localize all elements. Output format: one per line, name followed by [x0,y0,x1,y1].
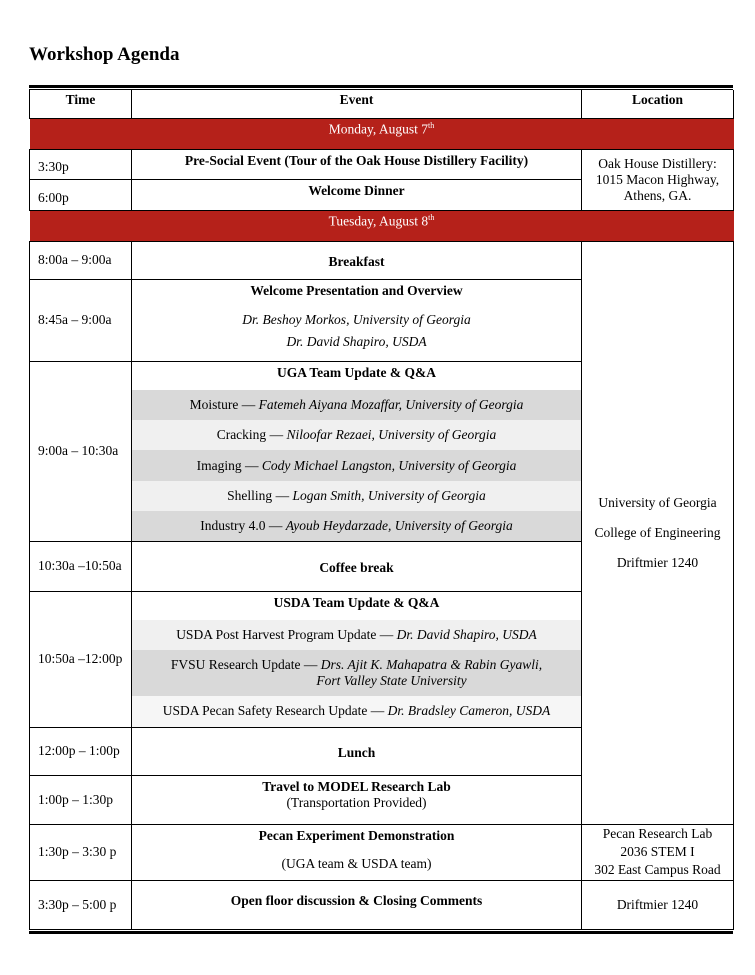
day-label: Tuesday, August 8th [30,210,734,241]
top-rule [29,85,733,88]
location-cell: University of Georgia College of Engineering Driftmier 1240 [582,241,734,824]
time-cell: 8:00a – 9:00a [30,241,132,279]
time-cell: 8:45a – 9:00a [30,279,132,361]
agenda-table [29,90,734,930]
session-item: USDA Pecan Safety Research Update — Dr. Bradsley Cameron, USDA [132,696,582,727]
day-label: Monday, August 7th [30,118,734,149]
event-cell: Travel to MODEL Research Lab (Transportation Provided) [132,775,582,824]
day-band-tuesday [30,210,734,241]
time-cell: 3:30p [30,149,132,179]
session-item: Industry 4.0 — Ayoub Heydarzade, University of Georgia [132,511,582,541]
table-row [30,880,734,930]
event-cell: Pre-Social Event (Tour of the Oak House Distillery Facility) [132,149,582,179]
location-cell: Oak House Distillery: 1015 Macon Highway, Athens, GA. [582,149,734,210]
session-item: USDA Post Harvest Program Update — Dr. David Shapiro, USDA [132,620,582,650]
event-cell: USDA Team Update & Q&A [132,591,582,620]
table-row [30,824,734,880]
time-cell: 3:30p – 5:00 p [30,880,132,930]
table-row [30,149,734,179]
time-cell: 6:00p [30,179,132,210]
time-cell: 1:00p – 1:30p [30,775,132,824]
header-location: Location [582,90,734,118]
time-cell: 9:00a – 10:30a [30,361,132,541]
session-item: Imaging — Cody Michael Langston, University of Georgia [132,450,582,481]
session-item: Moisture — Fatemeh Aiyana Mozaffar, University of Georgia [132,390,582,420]
event-cell: Open floor discussion & Closing Comments [132,880,582,930]
header-time: Time [30,90,132,118]
event-cell: Coffee break [132,541,582,591]
time-cell: 1:30p – 3:30 p [30,824,132,880]
bottom-rule-thin [29,929,733,930]
bottom-rule [29,931,733,934]
page-title: Workshop Agenda [29,44,180,65]
event-cell: Lunch [132,727,582,775]
header-row [30,90,734,118]
event-cell: UGA Team Update & Q&A [132,361,582,390]
day-band-monday [30,118,734,149]
table-row [30,241,734,279]
session-item: FVSU Research Update — Drs. Ajit K. Mahapatra & Rabin Gyawli, Fort Valley State University [132,650,582,696]
location-cell: Pecan Research Lab 2036 STEM I 302 East Campus Road [582,824,734,880]
location-cell: Driftmier 1240 [582,880,734,930]
time-cell: 10:50a –12:00p [30,591,132,727]
time-cell: 10:30a –10:50a [30,541,132,591]
header-event: Event [132,90,582,118]
event-cell: Pecan Experiment Demonstration (UGA team & USDA team) [132,824,582,880]
event-cell: Welcome Dinner [132,179,582,210]
event-cell: Welcome Presentation and Overview Dr. Beshoy Morkos, University of Georgia Dr. David Shapiro, USDA [132,279,582,361]
session-item: Cracking — Niloofar Rezaei, University of Georgia [132,420,582,450]
session-item: Shelling — Logan Smith, University of Georgia [132,481,582,511]
event-cell: Breakfast [132,241,582,279]
time-cell: 12:00p – 1:00p [30,727,132,775]
